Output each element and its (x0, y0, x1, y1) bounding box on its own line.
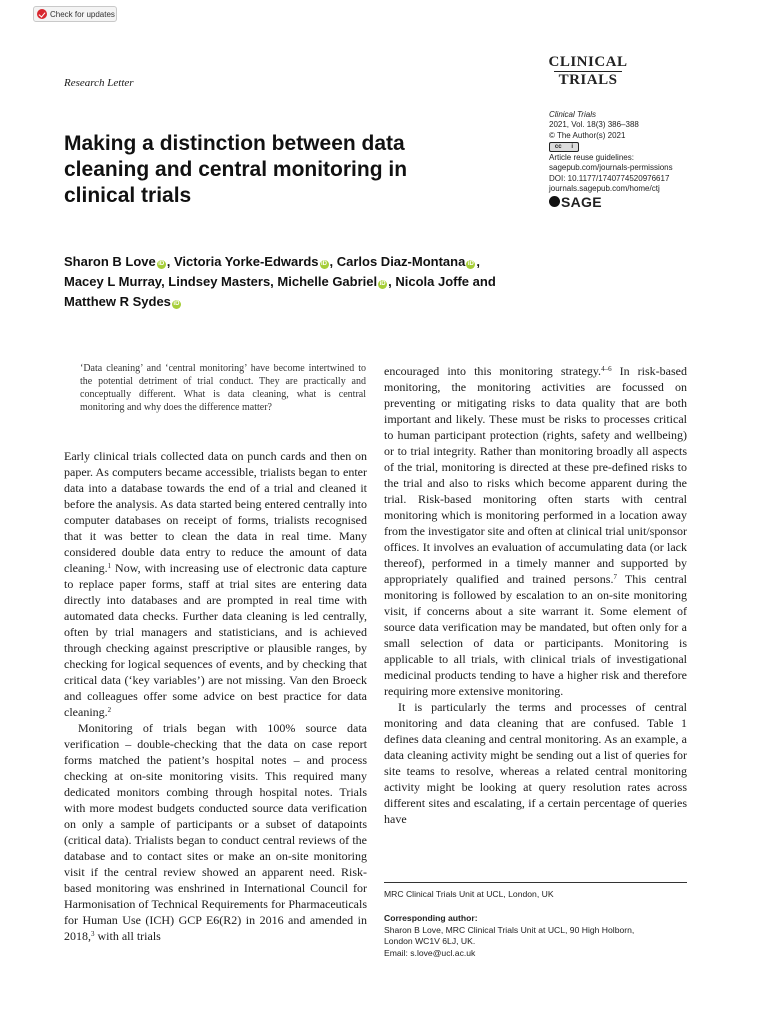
reference[interactable]: 3 (91, 930, 95, 938)
reuse-label: Article reuse guidelines: (549, 153, 634, 163)
author-name: Victoria Yorke-Edwards (173, 254, 319, 269)
check-for-updates-label: Check for updates (50, 9, 115, 19)
publisher-logo (549, 193, 719, 210)
author-name: Carlos Diaz-Montana (336, 254, 466, 269)
author-list (64, 252, 584, 312)
author-separator: , (329, 254, 337, 269)
author-name: Nicola Joffe (395, 274, 470, 289)
author-conjunction: and (469, 274, 496, 289)
body-column-right (384, 363, 687, 827)
footnotes (384, 889, 687, 960)
paragraph (64, 448, 367, 720)
article-type: Research Letter (64, 77, 134, 89)
reference[interactable]: 2 (107, 706, 112, 714)
paragraph: It is particularly the terms and processes of central monitoring and data cleaning that are confused. Table 1 defines data cleaning and central monitoring. As an example, a data cleaning activity might be sending out a list of queries for site teams to resolve, whereas a related central monitoring activity might be looking at query resolution rates across different sites and escalating, if a certain percentage of queries have (384, 700, 687, 826)
author-separator: , (161, 274, 169, 289)
paragraph-text: Monitoring of trials began with 100% source data verification – double-checking that the data on case report forms matched the patient’s hospital notes – and process checking at on-site monitoring visits. This required many dedicated monitors combing through hospital notes. Trials with more modest budgets conducted source data verification on only a sample of participants or a subset of datapoints (critical data). Trialists began to conduct central reviews of the database and to contact sites or make an on-site monitoring visit if the central review showed an apparent need. Risk-based monitoring was enshrined in International Council for Harmonisation of Technical Requirements for Pharmaceuticals for Human Use (ICH) GCP E6(R2) in 2016 and amended in 2018, (64, 721, 367, 943)
paragraph-text: Early clinical trials collected data on punch cards and then on paper. As computers became accessible, trialists began to enter data into a database towards the end of a trial and cleaned it before the analysis. As data started being entered centrally into computer databases on receipt of forms, trialists recognised that it was better to clean the data in real time. Many considered double data entry to reduce the amount of data cleaning. (64, 449, 367, 575)
cc-label: cc (554, 143, 562, 150)
corresponding-author-address: London WC1V 6LJ, UK. (384, 936, 476, 947)
copyright: © The Author(s) 2021 (549, 130, 626, 140)
paragraph-text: with all trials (94, 929, 161, 943)
author-separator: , (476, 254, 480, 269)
orcid-icon[interactable]: iD (379, 281, 386, 287)
author-name: Lindsey Masters (168, 274, 271, 289)
sage-icon (549, 196, 560, 207)
journal-logo (548, 55, 628, 88)
paragraph-text: In risk-based monitoring, the monitoring activities are focussed on preventing or mitigating risks to data quality that are both important and likely. These must be risks to processes critical to human participant protection (rights, safety and wellbeing) or to trial integrity. Rather than monitoring broadly all aspects of the trial, monitoring is directed at these pre-defined risks to the trial and also to risks which become apparent during the trial. Risk-based monitoring often starts with central monitoring which is monitoring performed in a location away from the investigator site and often at clinical trial unit/sponsor offices. It involves an evaluation of accumulating data (or lack thereof), performed in a timely manner and supported by appropriately qualified and trained persons. (384, 364, 687, 586)
corresponding-author-address: Sharon B Love, MRC Clinical Trials Unit at UCL, 90 High Holborn, (384, 924, 635, 935)
reference[interactable]: 4–6 (601, 365, 612, 373)
paragraph-text: This central monitoring is followed by escalation to an on-site monitoring visit, if concerns about a site warrant it. Some element of source data verification may be mandated, but often only for a small selection of data or participants. Monitoring is applicable to all trials, with clinical trials of investigational medicinal products tending to have a higher risk and therefore requiring more extensive monitoring. (384, 572, 687, 698)
citation: 2021, Vol. 18(3) 386–388 (549, 120, 639, 130)
author-name: Macey L Murray (64, 274, 162, 289)
creative-commons-icon[interactable] (549, 142, 579, 152)
publisher-name: SAGE (561, 193, 602, 210)
article-title: Making a distinction between data cleaning and central monitoring in clinical trials (64, 132, 408, 207)
orcid-icon[interactable]: iD (321, 261, 327, 267)
body-column-left (64, 448, 367, 944)
abstract: ‘Data cleaning’ and ‘central monitoring’ have become intertwined to the potential detriment of trial conduct. They are practically and conceptually different. What is data cleaning, what is central monitoring and why does the difference matter? (80, 363, 366, 413)
paragraph-text: encouraged into this monitoring strategy. (384, 364, 602, 378)
author-separator: , (270, 274, 278, 289)
orcid-icon[interactable]: iD (467, 261, 474, 267)
crossmark-icon (37, 9, 47, 19)
journal-logo-line2: TRIALS (558, 72, 618, 88)
orcid-icon[interactable]: iD (158, 261, 165, 267)
paragraph-text: Now, with increasing use of electronic data capture to replace paper forms, staff at trial sites are entering data directly into databases and are prompted in real time with automated data checks. Further data cleaning is led centrally, often by trial managers and statisticians, and is achieved through checking against prescriptive or plausible ranges, by checking for logical sequences of events, and by checking that critical data (‘key variables’) are not missing. Van den Broeck and colleagues offer some advice on best practice for data cleaning. (64, 561, 367, 719)
doi[interactable]: DOI: 10.1177/1740774520976617 (549, 173, 670, 183)
author-name: Sharon B Love (64, 254, 156, 269)
author-separator: , (388, 274, 396, 289)
paragraph (64, 720, 367, 944)
author-name: Michelle Gabriel (277, 274, 378, 289)
reference[interactable]: 1 (107, 562, 112, 570)
paragraph (384, 363, 687, 699)
article-meta (549, 110, 719, 210)
journal-link[interactable]: journals.sagepub.com/home/ctj (549, 183, 660, 193)
journal-name: Clinical Trials (549, 110, 596, 119)
reuse-link[interactable]: sagepub.com/journals-permissions (549, 163, 673, 173)
footnote-divider (384, 882, 687, 883)
journal-logo-line1: CLINICAL (548, 54, 628, 70)
corresponding-author-heading: Corresponding author: (384, 912, 478, 923)
reference[interactable]: 7 (613, 573, 617, 581)
orcid-icon[interactable]: iD (173, 301, 180, 307)
check-for-updates-badge[interactable] (33, 6, 117, 22)
author-separator: , (166, 254, 174, 269)
author-name: Matthew R Sydes (64, 294, 171, 309)
affiliation: MRC Clinical Trials Unit at UCL, London, UK (384, 889, 554, 899)
corresponding-author-email[interactable]: Email: s.love@ucl.ac.uk (384, 948, 476, 959)
cc-by-label: i (571, 143, 574, 150)
